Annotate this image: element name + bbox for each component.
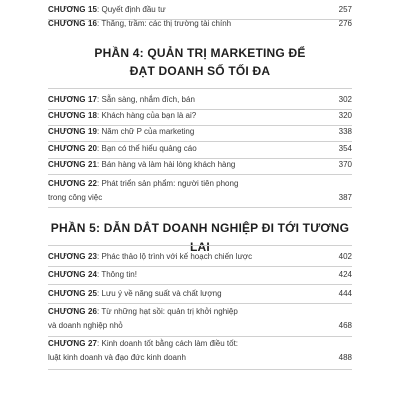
- chapter-number: CHƯƠNG 25: [48, 289, 98, 298]
- chapter-number: CHƯƠNG 19: [48, 127, 98, 136]
- page-number: 387: [338, 193, 352, 202]
- chapter-number: CHƯƠNG 16: [48, 19, 98, 28]
- chapter-number: CHƯƠNG 20: [48, 144, 98, 153]
- toc-entry-ch17: [48, 93, 352, 107]
- toc-entry-ch27: [48, 337, 352, 365]
- toc-entry-ch21: [48, 158, 352, 172]
- chapter-title: : Năm chữ P của marketing: [97, 127, 195, 136]
- chapter-title: : Phát triển sản phẩm: người tiên phong: [97, 179, 239, 188]
- page-number: 302: [338, 95, 352, 104]
- page-number: 370: [338, 160, 352, 169]
- chapter-title: : Quyết định đầu tư: [97, 5, 166, 14]
- chapter-number: CHƯƠNG 15: [48, 5, 98, 14]
- chapter-number: CHƯƠNG 26: [48, 307, 98, 316]
- divider: [48, 207, 352, 208]
- divider: [48, 369, 352, 370]
- divider: [48, 266, 352, 267]
- page-number: 444: [338, 289, 352, 298]
- chapter-number: CHƯƠNG 21: [48, 160, 98, 169]
- part-5-heading: PHẦN 5: DẪN DẮT DOANH NGHIỆP ĐI TỚI TƯƠNG LAI: [50, 221, 350, 254]
- toc-entry-ch23: [48, 250, 352, 264]
- toc-entry-ch25: [48, 287, 352, 301]
- part-4-heading-line-1: PHẦN 4: QUẢN TRỊ MARKETING ĐỂ: [94, 46, 306, 60]
- chapter-title: : Bán hàng và làm hài lòng khách hàng: [97, 160, 236, 169]
- divider: [48, 284, 352, 285]
- toc-entry-ch15: [48, 3, 352, 17]
- chapter-number: CHƯƠNG 22: [48, 179, 98, 188]
- chapter-number: CHƯƠNG 23: [48, 252, 98, 261]
- chapter-number: CHƯƠNG 24: [48, 270, 98, 279]
- page-number: 354: [338, 144, 352, 153]
- page-number: 338: [338, 127, 352, 136]
- toc-entry-ch19: [48, 125, 352, 139]
- divider: [48, 174, 352, 175]
- chapter-title: : Thông tin!: [97, 270, 137, 279]
- chapter-title: : Thăng, trầm: các thị trường tài chính: [97, 19, 232, 28]
- page-number: 488: [338, 353, 352, 362]
- page-number: 402: [338, 252, 352, 261]
- chapter-title: : Bạn có thể hiểu quảng cáo: [97, 144, 197, 153]
- chapter-number: CHƯƠNG 18: [48, 111, 98, 120]
- chapter-title: : Từ những hạt sồi: quản trị khởi nghiệp: [97, 307, 238, 316]
- page-number: 468: [338, 321, 352, 330]
- page-number: 424: [338, 270, 352, 279]
- chapter-number: CHƯƠNG 17: [48, 95, 98, 104]
- divider: [48, 245, 352, 246]
- chapter-title: : Phác thảo lộ trình với kế hoạch chiến lược: [97, 252, 253, 261]
- chapter-title: : Lưu ý về năng suất và chất lượng: [97, 289, 222, 298]
- page-number: 320: [338, 111, 352, 120]
- toc-entry-ch26: [48, 305, 352, 333]
- page-number: 276: [338, 19, 352, 28]
- divider: [48, 88, 352, 89]
- toc-entry-ch22: [48, 177, 352, 205]
- toc-entry-ch18: [48, 109, 352, 123]
- part-4-heading-line-2: ĐẠT DOANH SỐ TỐI ĐA: [129, 64, 271, 78]
- divider: [48, 303, 352, 304]
- toc-entry-ch24: [48, 268, 352, 282]
- page-number: 257: [338, 5, 352, 14]
- chapter-title-continued: luật kinh doanh và đạo đức kinh doanh: [48, 353, 186, 362]
- toc-entry-ch16: [48, 17, 352, 31]
- chapter-title: : Kinh doanh tốt bằng cách làm điều tốt:: [97, 339, 239, 348]
- chapter-title-continued: trong công việc: [48, 193, 103, 202]
- chapter-title-continued: và doanh nghiệp nhỏ: [48, 321, 123, 330]
- toc-entry-ch20: [48, 142, 352, 156]
- chapter-title: : Sẵn sàng, nhắm đích, bán: [97, 95, 195, 104]
- chapter-title: : Khách hàng của bạn là ai?: [97, 111, 197, 120]
- chapter-number: CHƯƠNG 27: [48, 339, 98, 348]
